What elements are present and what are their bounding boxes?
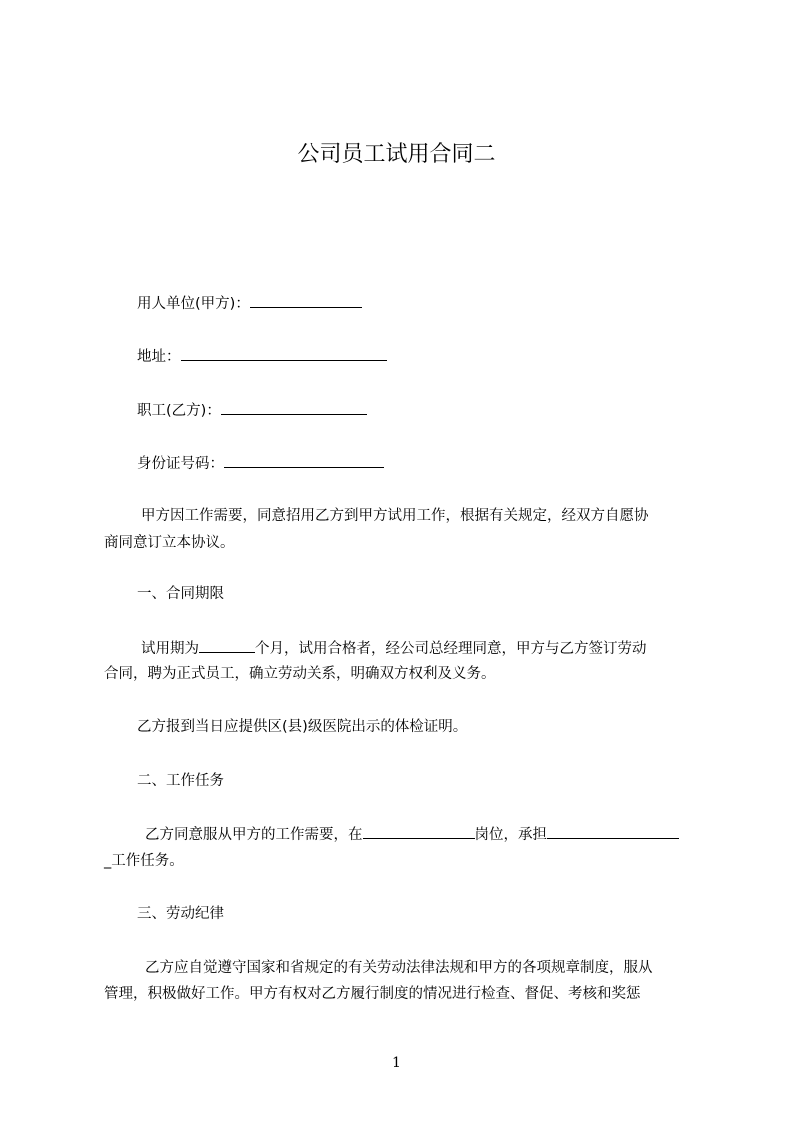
section-2-heading: 二、工作任务	[137, 773, 224, 789]
trial-period-suffix: 个月，试用合格者，经公司总经理同意，甲方与乙方签订劳动	[255, 641, 647, 657]
intro-line-1: 甲方因工作需要，同意招用乙方到甲方试用工作，根据有关规定，经双方自愿协	[141, 508, 649, 524]
section-3-paragraph-line-2: 管理，积极做好工作。甲方有权对乙方履行制度的情况进行检查、督促、考核和奖惩	[104, 986, 641, 1002]
section-3-paragraph-line-1: 乙方应自觉遵守国家和省规定的有关劳动法律法规和甲方的各项规章制度，服从	[145, 960, 653, 976]
address-label: 地址：	[137, 349, 181, 365]
section-1-paragraph-line-2: 合同，聘为正式员工，确立劳动关系，明确双方权利及义务。	[104, 666, 496, 682]
trial-period-prefix: 试用期为	[141, 641, 199, 657]
address-field	[137, 346, 387, 367]
trial-period-blank[interactable]	[199, 638, 255, 653]
intro-line-2: 商同意订立本协议。	[104, 535, 235, 551]
position-blank[interactable]	[363, 824, 475, 839]
id-number-blank[interactable]	[224, 453, 384, 468]
id-number-field	[137, 453, 384, 474]
section-1-heading: 一、合同期限	[137, 586, 224, 602]
employee-blank[interactable]	[221, 400, 367, 415]
document-title: 公司员工试用合同二	[297, 142, 496, 167]
employer-label: 用人单位(甲方)：	[137, 296, 250, 312]
employer-blank[interactable]	[250, 293, 362, 308]
section-3-heading: 三、劳动纪律	[137, 906, 224, 922]
employer-field	[137, 293, 362, 314]
task-blank[interactable]	[547, 824, 679, 839]
id-number-label: 身份证号码：	[137, 456, 224, 472]
page-number: 1	[392, 1055, 401, 1071]
position-prefix: 乙方同意服从甲方的工作需要，在	[145, 827, 363, 843]
employee-field	[137, 400, 367, 421]
section-2-paragraph-line-2: _工作任务。	[104, 853, 184, 869]
address-blank[interactable]	[181, 346, 387, 361]
employee-label: 职工(乙方)：	[137, 403, 221, 419]
position-suffix: 岗位，承担	[474, 827, 547, 843]
section-1-paragraph-2: 乙方报到当日应提供区(县)级医院出示的体检证明。	[137, 719, 468, 735]
section-1-paragraph-line-1	[141, 638, 647, 659]
section-2-paragraph-line-1	[145, 824, 679, 845]
